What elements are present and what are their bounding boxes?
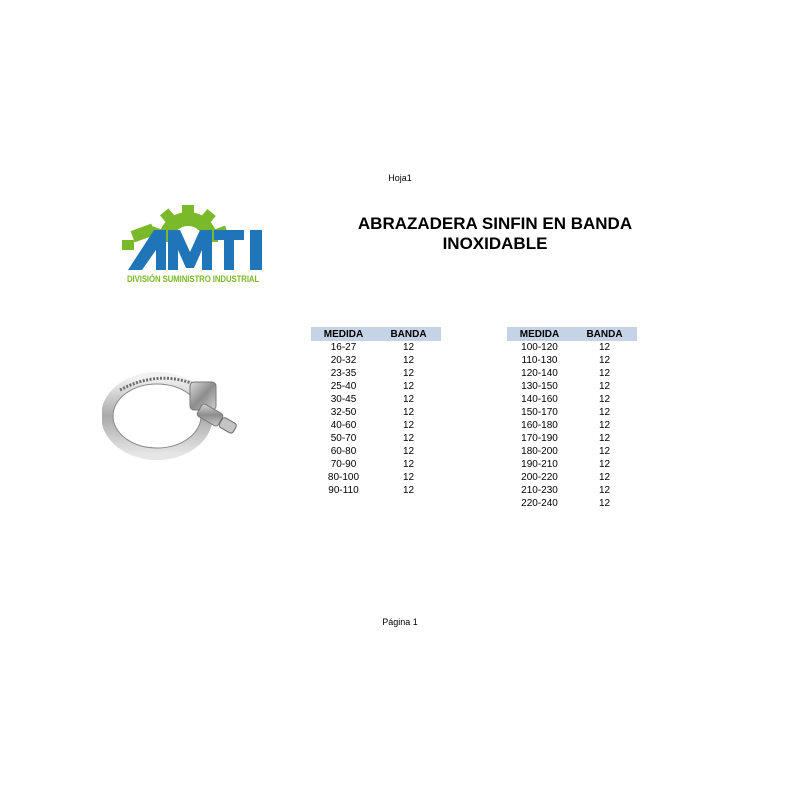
table-row bbox=[311, 458, 441, 471]
medida-cell: 50-70 bbox=[330, 433, 357, 444]
medida-cell: 60-80 bbox=[330, 446, 357, 457]
banda-cell: 12 bbox=[598, 355, 611, 366]
medida-cell: 30-45 bbox=[330, 394, 357, 405]
medida-cell: 25-40 bbox=[330, 381, 357, 392]
medida-cell: 23-35 bbox=[330, 368, 357, 379]
medida-cell: 32-50 bbox=[330, 407, 357, 418]
title-line-2: INOXIDABLE bbox=[442, 234, 548, 253]
medida-cell: 100-120 bbox=[521, 342, 558, 353]
table-row bbox=[507, 445, 637, 458]
medida-cell: 110-130 bbox=[521, 355, 558, 366]
hose-clamp-icon bbox=[102, 368, 247, 460]
table-row bbox=[507, 484, 637, 497]
column-header-medida: MEDIDA bbox=[311, 327, 376, 341]
medida-cell: 80-100 bbox=[327, 472, 360, 483]
banda-cell: 12 bbox=[598, 420, 611, 431]
table-row bbox=[507, 471, 637, 484]
table-row bbox=[311, 484, 441, 497]
banda-cell: 12 bbox=[402, 342, 415, 353]
table-row bbox=[507, 341, 637, 354]
medida-cell: 130-150 bbox=[521, 381, 558, 392]
column-header-banda: BANDA bbox=[376, 327, 441, 341]
banda-cell: 12 bbox=[402, 394, 415, 405]
medida-cell: 210-230 bbox=[521, 485, 558, 496]
medida-cell: 90-110 bbox=[328, 485, 359, 496]
banda-cell: 12 bbox=[402, 368, 415, 379]
banda-cell: 12 bbox=[598, 407, 611, 418]
title-line-1: ABRAZADERA SINFIN EN BANDA bbox=[357, 214, 633, 233]
medida-cell: 150-170 bbox=[521, 407, 558, 418]
banda-cell: 12 bbox=[402, 472, 415, 483]
medida-cell: 20-32 bbox=[330, 355, 357, 366]
table-row bbox=[507, 458, 637, 471]
medida-cell: 180-200 bbox=[521, 446, 558, 457]
table-header-row bbox=[311, 327, 441, 341]
banda-cell: 12 bbox=[598, 485, 611, 496]
medida-cell: 160-180 bbox=[521, 420, 558, 431]
medida-cell: 40-60 bbox=[330, 420, 357, 431]
table-row bbox=[507, 406, 637, 419]
medida-cell: 190-210 bbox=[521, 459, 558, 470]
table-header-row bbox=[507, 327, 637, 341]
banda-cell: 12 bbox=[402, 407, 415, 418]
gear-logo-icon bbox=[118, 200, 278, 280]
table-row bbox=[507, 393, 637, 406]
medida-cell: 120-140 bbox=[521, 368, 558, 379]
banda-cell: 12 bbox=[598, 368, 611, 379]
banda-cell: 12 bbox=[402, 355, 415, 366]
table-row bbox=[311, 380, 441, 393]
banda-cell: 12 bbox=[598, 459, 611, 470]
medida-cell: 140-160 bbox=[521, 394, 558, 405]
medida-cell: 200-220 bbox=[521, 472, 558, 483]
banda-cell: 12 bbox=[598, 498, 611, 509]
banda-cell: 12 bbox=[402, 446, 415, 457]
banda-cell: 12 bbox=[598, 394, 611, 405]
table-row bbox=[311, 445, 441, 458]
table-row bbox=[311, 471, 441, 484]
hose-clamp-photo bbox=[102, 368, 247, 460]
table-row bbox=[311, 432, 441, 445]
banda-cell: 12 bbox=[598, 342, 611, 353]
banda-cell: 12 bbox=[402, 459, 415, 470]
table-row bbox=[311, 341, 441, 354]
page-title bbox=[350, 214, 640, 254]
logo-tagline: DIVISIÓN SUMINISTRO INDUSTRIAL bbox=[127, 274, 260, 285]
medida-cell: 16-27 bbox=[330, 342, 357, 353]
medida-cell: 70-90 bbox=[330, 459, 357, 470]
table-row bbox=[507, 432, 637, 445]
table-row bbox=[311, 354, 441, 367]
table-row bbox=[311, 367, 441, 380]
column-header-banda: BANDA bbox=[572, 327, 637, 341]
page-number-footer: Página 1 bbox=[382, 617, 418, 627]
medida-cell: 170-190 bbox=[521, 433, 558, 444]
size-table-left bbox=[311, 327, 441, 497]
banda-cell: 12 bbox=[598, 433, 611, 444]
table-row bbox=[507, 380, 637, 393]
table-row bbox=[507, 367, 637, 380]
table-row bbox=[311, 406, 441, 419]
banda-cell: 12 bbox=[598, 472, 611, 483]
banda-cell: 12 bbox=[598, 446, 611, 457]
banda-cell: 12 bbox=[402, 381, 415, 392]
banda-cell: 12 bbox=[402, 485, 415, 496]
banda-cell: 12 bbox=[402, 420, 415, 431]
table-row bbox=[507, 354, 637, 367]
table-row bbox=[507, 419, 637, 432]
table-row bbox=[311, 393, 441, 406]
banda-cell: 12 bbox=[598, 381, 611, 392]
medida-cell: 220-240 bbox=[521, 498, 558, 509]
table-row bbox=[507, 497, 637, 510]
banda-cell: 12 bbox=[402, 433, 415, 444]
table-row bbox=[311, 419, 441, 432]
size-table-right bbox=[507, 327, 637, 510]
column-header-medida: MEDIDA bbox=[507, 327, 572, 341]
sheet-name-header: Hoja1 bbox=[388, 173, 412, 183]
